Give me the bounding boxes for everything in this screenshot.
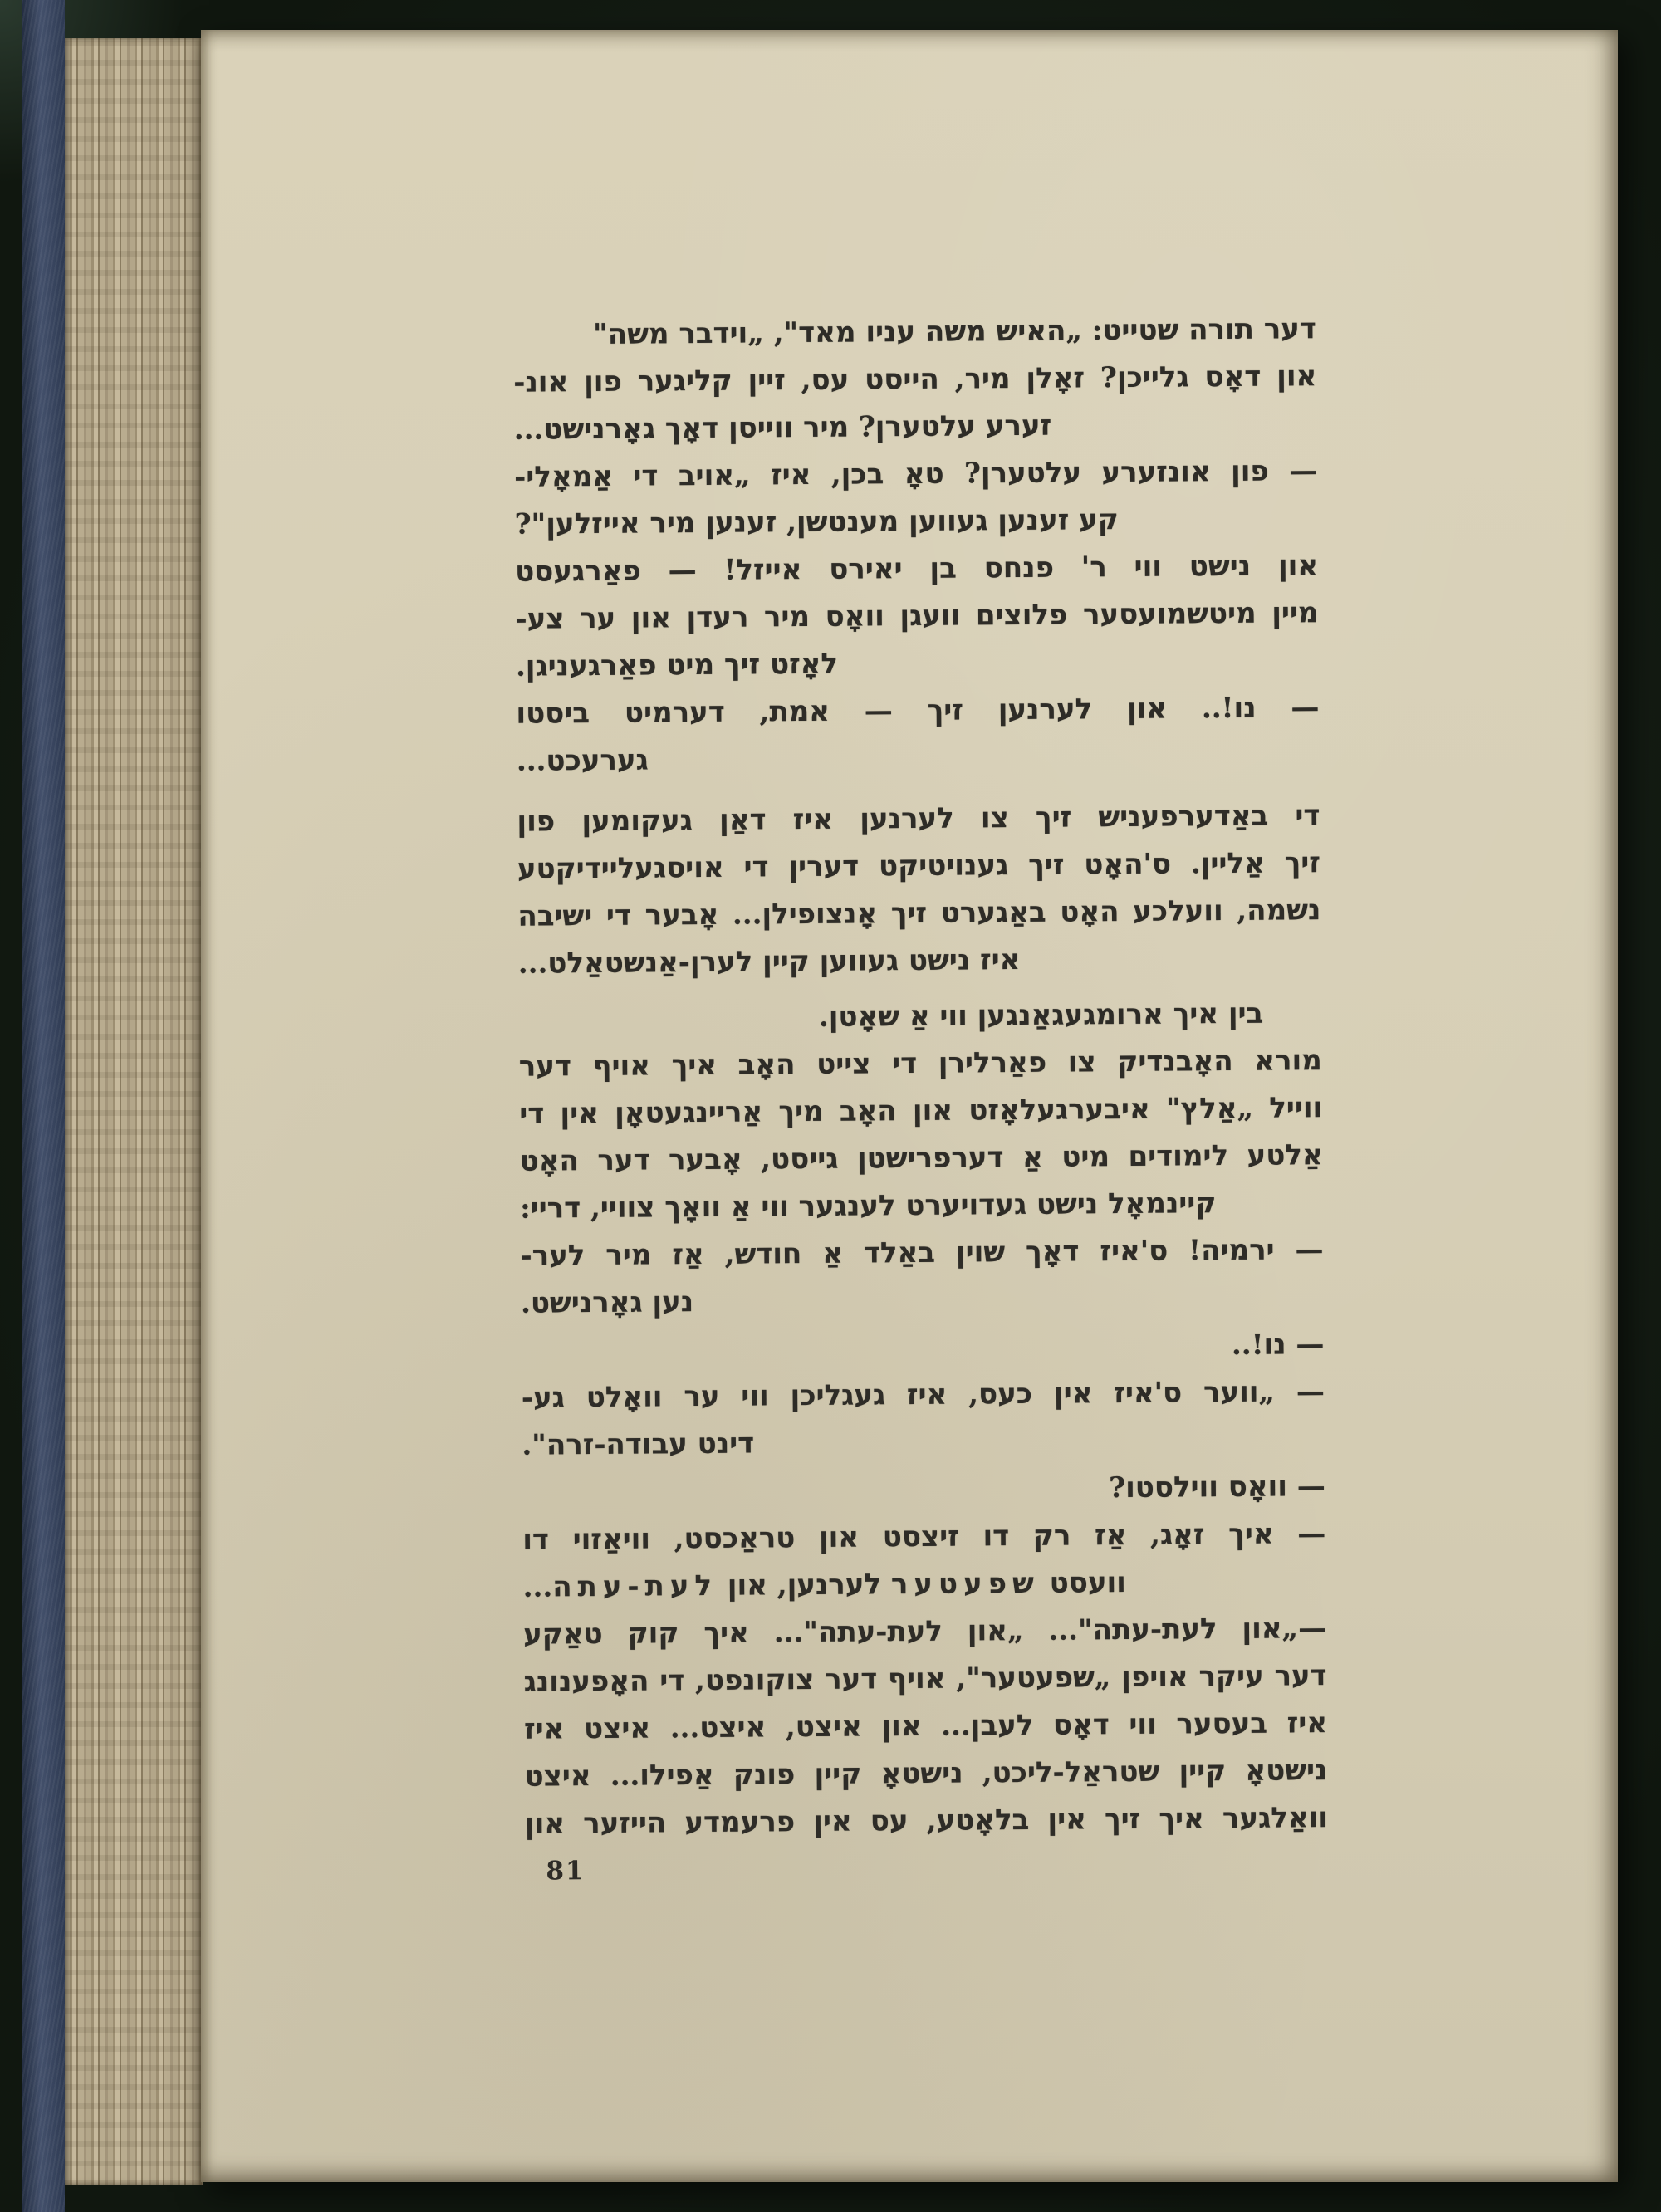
text-line: נשמה, וועלכע האָט באַגערט זיך אָנצופילן... אָבער די ישיבה (517, 893, 1321, 933)
text-line: — ירמיה! ס'איז דאָך שוין באַלד אַ חודש, אַז מיר לער- (520, 1233, 1324, 1273)
page-edge-stack (65, 38, 203, 2185)
text-line: דער תורה שטייט: „האיש משה עניו מאד", „וידבר משה" (592, 312, 1317, 352)
book-page (201, 30, 1618, 2182)
text-line: —„און לעת-עתה"... „און לעת-עתה"... איך קוק טאַקע (523, 1612, 1327, 1652)
text-line: נישטאָ קיין שטראַל-ליכט, נישטאָ קיין פונק אַפילו... איצט (524, 1754, 1328, 1794)
text-line: דינט עבודה-זרה". (522, 1427, 755, 1462)
text-line: און דאָס גלייכן? זאָלן מיר, הייסט עס, זיין קליגער פון אונ- (513, 360, 1317, 399)
text-line: איז בעסער ווי דאָס לעבן... און איצט, איצט... איצט איז (523, 1706, 1328, 1746)
text-line: — איך זאָג, אַז רק דו זיצסט און טראַכסט, וויאַזוי דו (522, 1517, 1326, 1557)
text-line: — פון אונזערע עלטערן? טאָ בכן, איז „אויב די אַמאָלי- (514, 454, 1318, 494)
text-segment: וועסט (1039, 1566, 1127, 1600)
page-content (201, 24, 1634, 2187)
text-line: אַלטע לימודים מיט אַ דערפרישטן גייסט, אָבער דער האָט (519, 1138, 1323, 1178)
page-number: 81 (546, 1856, 586, 1887)
text-line: — נו!.. און לערנען זיך — אמת, דערמיט ביסטו (516, 691, 1320, 731)
text-line: גערעכט... (516, 743, 649, 778)
text-line: דער עיקר אויפן „שפעטער", אויף דער צוקונפט, די האָפענונג (523, 1659, 1327, 1699)
text-line: די באַדערפעניש זיך צו לערנען איז דאַן געקומען פון (517, 799, 1320, 839)
text-line: ווייל „אַלץ" איבערגעלאָזט און האָב מיך אַריינגעטאָן אין די (519, 1091, 1323, 1131)
text-line: קיינמאָל נישט געדויערט לענגער ווי אַ וואָך צוויי, דריי: (519, 1187, 1217, 1226)
text-block (513, 306, 1328, 1848)
text-line: מיין מיטשמועסער פלוצים וועגן וואָס מיר רעדן און ער צע- (515, 596, 1319, 636)
text-line: וואַלגער איך זיך אין בלאָטע, עס אין פרעמדע הייזער און (524, 1801, 1329, 1841)
text-line: בין איך ארומגעגאַנגען ווי אַ שאָטן. (818, 996, 1264, 1034)
text-line: קע זענען געווען מענטשן, זענען מיר אייזלען"? (514, 503, 1119, 541)
text-segment: לערנען, און (717, 1568, 892, 1603)
text-line: נען גאָרנישט. (520, 1285, 694, 1320)
text-segment: ... (522, 1570, 553, 1604)
text-line (522, 1558, 1325, 1612)
text-line: זערע עלטערן? מיר ווייסן דאָך גאָרנישט... (513, 409, 1052, 447)
text-line: — וואָס ווילסטו? (1109, 1470, 1325, 1505)
text-line: — נו!.. (1231, 1328, 1325, 1363)
text-line: — „ווער ס'איז אין כעס, איז געגליכן ווי ער וואָלט גע- (521, 1375, 1325, 1415)
text-line: איז נישט געווען קיין לערן-אַנשטאַלט... (517, 942, 1021, 981)
emphasized-word: לעת-עתה (552, 1568, 718, 1604)
text-line: זיך אַליין. ס'האָט זיך גענויטיקט דערין די אויסגעליידיקטע (517, 846, 1321, 886)
book-cover-spine (22, 0, 65, 2212)
text-line: מורא האָבנדיק צו פאַרלירן די צייט האָב איך אויף דער (518, 1044, 1322, 1084)
emphasized-word: שפעטער (890, 1566, 1041, 1602)
text-line: לאָזט זיך מיט פאַרגעניגן. (515, 647, 839, 683)
text-line: און נישט ווי ר' פנחס בן יאירס אייזל! — פאַרגעסט (514, 549, 1319, 589)
